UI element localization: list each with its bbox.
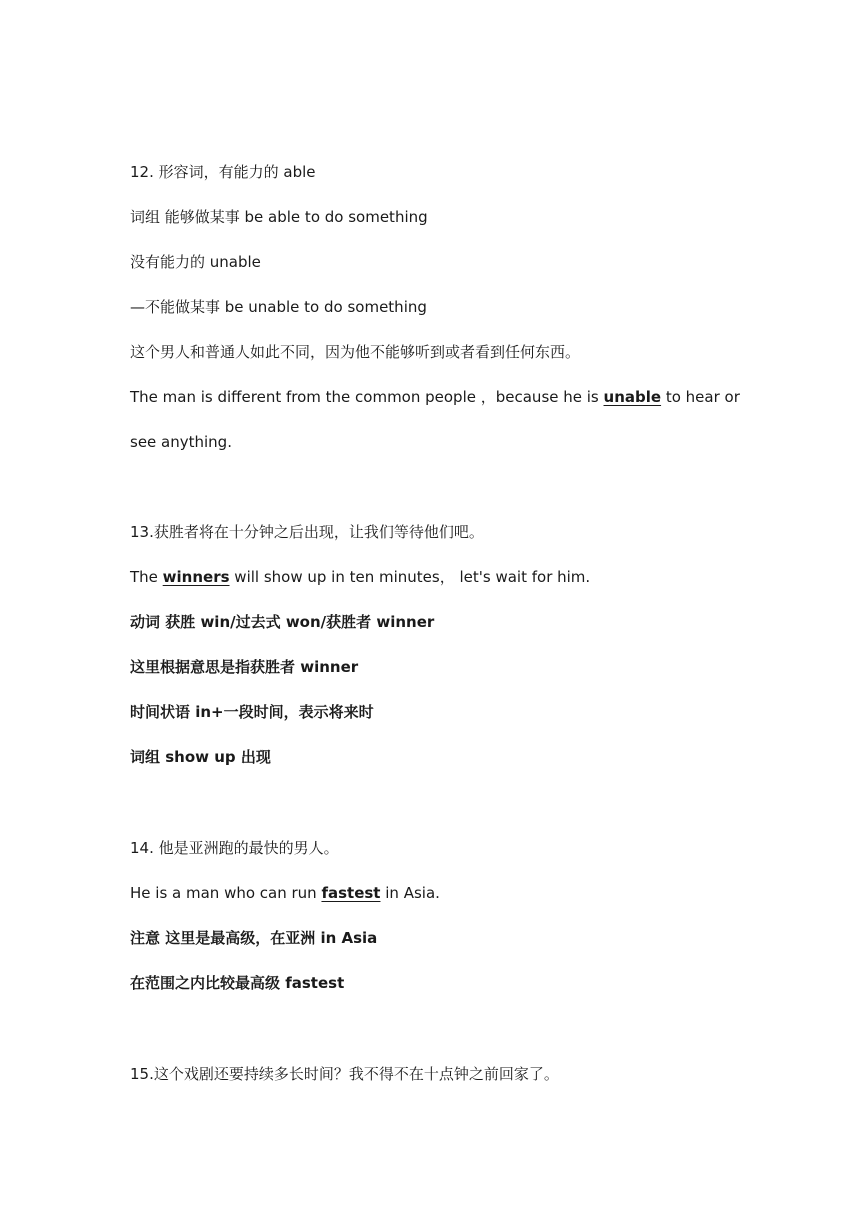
q13-note-meaning: 这里根据意思是指获胜者 winner	[130, 658, 359, 676]
q12-english-text: The man is different from the common people ，because he is	[130, 388, 604, 406]
q12-negative-phrase: —不能做某事 be unable to do something	[130, 298, 427, 316]
q14-note-superlative: 注意 这里是最高级，在亚洲 in Asia	[130, 929, 378, 947]
q14-answer-word: fastest	[321, 884, 381, 902]
q13-note-verb: 动词 获胜 win/过去式 won/获胜者 winner	[130, 613, 435, 631]
q13-english-sentence	[130, 566, 750, 588]
q15-title: 15.这个戏剧还要持续多长时间？我不得不在十点钟之前回家了。	[130, 1065, 559, 1083]
q12-title: 12. 形容词，有能力的 able	[130, 163, 316, 181]
q13-note-tense: 时间状语 in+一段时间，表示将来时	[130, 703, 374, 721]
q12-phrase: 词组 能够做某事 be able to do something	[130, 208, 428, 226]
q12-english-sentence	[130, 386, 750, 408]
q14-note-range: 在范围之内比较最高级 fastest	[130, 974, 345, 992]
q14-english-text: He is a man who can run	[130, 884, 322, 902]
q12-answer-word: unable	[603, 388, 662, 406]
q12-english-text-end: to hear or	[661, 388, 740, 406]
q13-note-phrase: 词组 show up 出现	[130, 748, 271, 766]
q13-answer-word: winners	[162, 568, 230, 586]
q13-english-text-end: will show up in ten minutes， let's wait for him.	[229, 568, 591, 586]
q12-antonym: 没有能力的 unable	[130, 253, 261, 271]
q12-english-continued: see anything.	[130, 433, 232, 451]
q14-english-text-end: in Asia.	[380, 884, 440, 902]
q13-title: 13.获胜者将在十分钟之后出现，让我们等待他们吧。	[130, 523, 484, 541]
q13-english-text: The	[130, 568, 163, 586]
q14-english-sentence	[130, 882, 750, 904]
q12-chinese-sentence: 这个男人和普通人如此不同，因为他不能够听到或者看到任何东西。	[130, 343, 581, 361]
q14-title: 14. 他是亚洲跑的最快的男人。	[130, 839, 339, 857]
